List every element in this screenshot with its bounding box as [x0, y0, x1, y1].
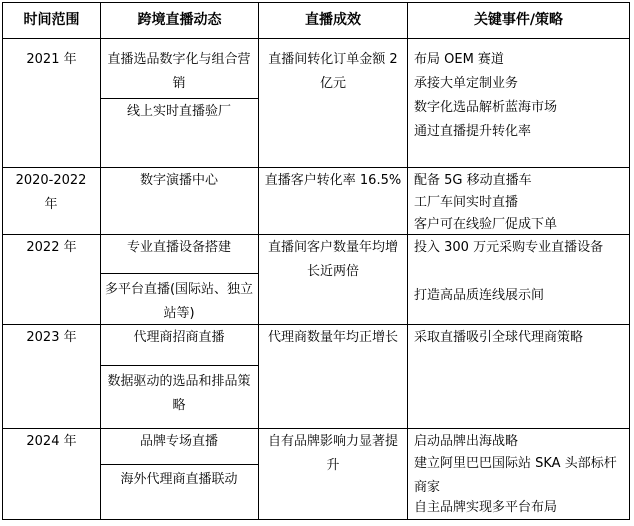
row-separator: [2, 428, 630, 429]
event-item: 采取直播吸引全球代理商策略: [414, 330, 584, 345]
dynamics-cell: 代理商招商直播: [133, 330, 225, 345]
header-dynamics: 跨境直播动态: [137, 12, 222, 28]
event-item: 配备 5G 移动直播车: [414, 173, 532, 188]
table-border-top: [2, 2, 630, 3]
event-item: 投入 300 万元采购专业直播设备: [414, 240, 604, 255]
event-item: 承接大单定制业务: [414, 76, 519, 91]
event-item: 通过直播提升转化率: [414, 124, 532, 139]
row-separator: [2, 167, 630, 168]
dynamics-cell: 数字演播中心: [139, 173, 218, 188]
dynamics-cell: 多平台直播(国际站、独立站等): [104, 282, 254, 321]
event-item: 布局 OEM 赛道: [414, 52, 504, 67]
dynamics-cell: 品牌专场直播: [139, 434, 218, 449]
header-period: 时间范围: [23, 12, 80, 28]
period-cell: 2020-2022 年: [15, 173, 87, 212]
dynamics-cell: 直播选品数字化与组合营销: [107, 52, 251, 91]
dynamics-split: [100, 464, 258, 465]
event-item: 打造高品质连线展示间: [414, 288, 545, 303]
dynamics-cell: 专业直播设备搭建: [126, 240, 231, 255]
effect-cell: 直播客户转化率 16.5%: [264, 173, 402, 188]
event-item: 自主品牌实现多平台布局: [414, 500, 558, 515]
dynamics-cell: 海外代理商直播联动: [120, 472, 238, 487]
column-separator: [100, 2, 101, 520]
event-item: 客户可在线验厂促成下单: [414, 217, 558, 232]
period-cell: 2021 年: [26, 52, 77, 67]
event-item: 启动品牌出海战略: [414, 434, 519, 449]
event-item: 建立阿里巴巴国际站 SKA 头部标杆商家: [414, 456, 617, 495]
period-cell: 2022 年: [26, 240, 77, 255]
dynamics-split: [100, 365, 258, 366]
dynamics-split: [100, 98, 258, 99]
dynamics-cell: 线上实时直播验厂: [126, 104, 231, 119]
effect-cell: 直播间转化订单金额 2 亿元: [268, 52, 398, 91]
header-separator: [2, 38, 630, 39]
column-separator: [407, 2, 408, 520]
table-border-right: [629, 2, 630, 520]
period-cell: 2024 年: [26, 434, 77, 449]
strategy-table: [2, 2, 630, 520]
event-item: 数字化选品解析蓝海市场: [414, 100, 558, 115]
row-separator: [2, 324, 630, 325]
header-effect: 直播成效: [305, 12, 361, 28]
event-item: 工厂车间实时直播: [414, 195, 519, 210]
effect-cell: 自有品牌影响力显著提升: [267, 434, 398, 473]
effect-cell: 代理商数量年均正增长: [267, 330, 398, 345]
dynamics-split: [100, 273, 258, 274]
period-cell: 2023 年: [26, 330, 77, 345]
dynamics-cell: 数据驱动的选品和排品策略: [107, 374, 251, 413]
effect-cell: 直播间客户数量年均增长近两倍: [267, 240, 398, 279]
column-separator: [258, 2, 259, 520]
header-events: 关键事件/策略: [473, 12, 564, 28]
